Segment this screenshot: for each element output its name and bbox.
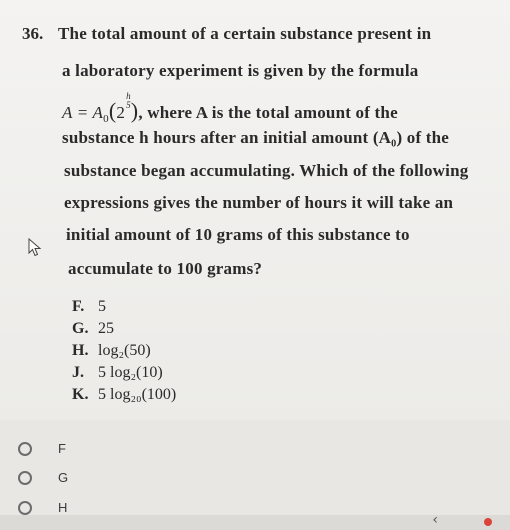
answer-choice-j [72, 362, 176, 384]
formula-line [62, 92, 398, 125]
answer-text: 5 [98, 298, 106, 315]
radio-button[interactable] [18, 442, 32, 456]
question-text-line: The total amount of a certain substance present in [58, 24, 432, 43]
radio-label: H [58, 500, 68, 515]
radio-button[interactable] [18, 501, 32, 515]
answer-choice-f [72, 296, 176, 318]
answer-choice-h [72, 340, 176, 362]
question-text-line: accumulate to 100 grams? [68, 259, 263, 278]
answer-choice-k [72, 384, 176, 406]
chevron-left-icon[interactable]: ‹ [432, 512, 438, 528]
answer-letter: J. [72, 364, 84, 381]
formula-base: 2 [116, 103, 126, 122]
radio-label: G [58, 470, 69, 485]
answer-text: 25 [98, 320, 114, 337]
answer-letter: F. [72, 298, 85, 315]
answer-letter: G. [72, 320, 89, 337]
notification-dot-icon [484, 518, 492, 526]
question-text-line: substance h hours after an initial amount (A₀) of the [62, 128, 450, 147]
question-text-line: initial amount of 10 grams of this substance to [66, 225, 410, 244]
answer-choice-g [72, 318, 176, 340]
exponent-numerator: h [126, 91, 131, 101]
mouse-cursor-icon [27, 238, 43, 258]
answer-letter: H. [72, 342, 89, 359]
question-text-line: substance began accumulating. Which of the following [64, 161, 469, 180]
question-number: 36. [22, 24, 44, 43]
radio-label: F [58, 441, 66, 456]
answer-choices [72, 296, 176, 406]
formula-lhs: A = A [62, 103, 104, 122]
answer-text: 5 log₂₀(100) [98, 386, 177, 403]
formula-subscript: 0 [103, 113, 109, 125]
question-text-line: a laboratory experiment is given by the formula [62, 61, 419, 80]
exponent-denominator: 5 [126, 100, 131, 110]
answer-letter: K. [72, 386, 89, 403]
answer-text: 5 log₂(10) [98, 364, 163, 381]
formula: $A = A_0(2h$ 5) [62, 91, 139, 125]
formula-tail: , where A is the total amount of the [138, 103, 398, 122]
answer-text: log₂(50) [98, 342, 151, 359]
radio-button[interactable] [18, 471, 32, 485]
question-text-line: expressions gives the number of hours it will take an [64, 193, 454, 212]
